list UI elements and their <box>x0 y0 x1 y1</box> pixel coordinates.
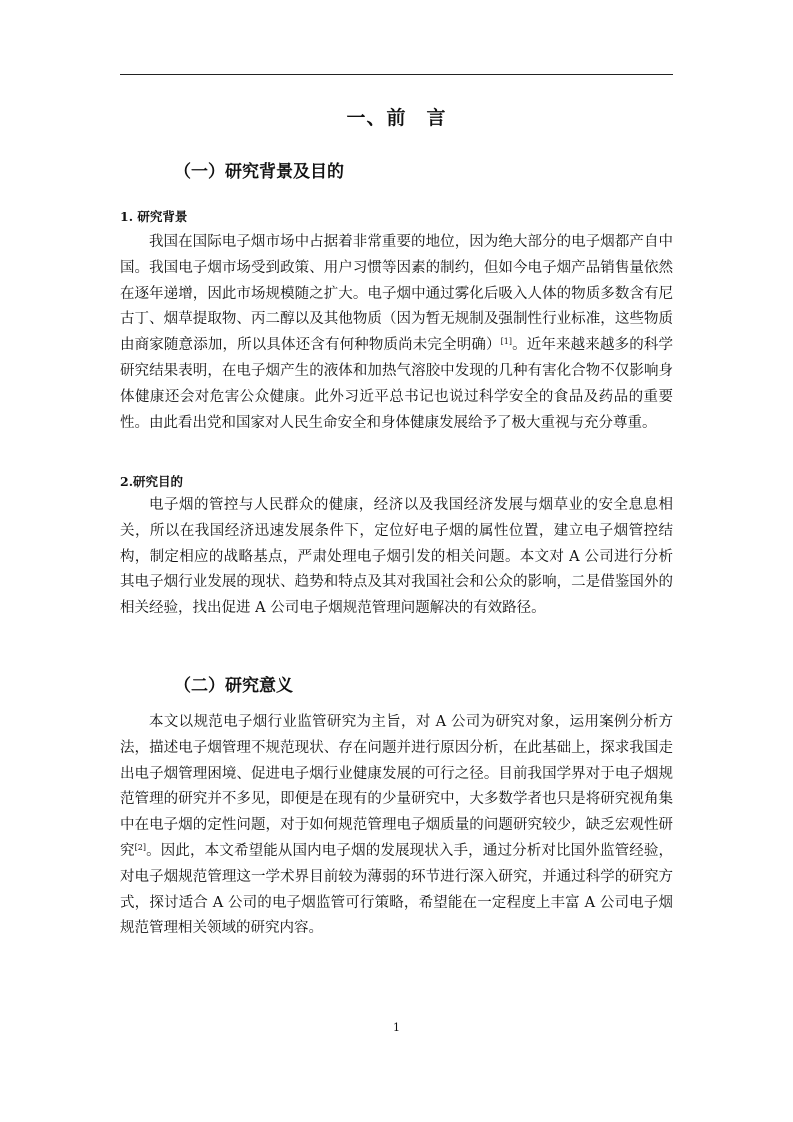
paragraph-text: 。因此，本文希望能从国内电子烟的发展现状入手，通过分析对比国外监管经验，对电子烟规范管理这一学术界目前较为薄弱的环节进行深入研究，并通过科学的研究方式，探讨适合 A 公司的电子烟监管可行策略，希望能在一定程度上丰富 A 公司电子烟规范管理相关领域的研究内容。 <box>120 842 673 937</box>
citation-ref-1: [1] <box>500 337 512 347</box>
subheading-research-background: 1. 研究背景 <box>120 209 188 224</box>
paragraph-research-background <box>120 230 673 436</box>
paragraph-text: 。近年来越来越多的科学研究结果表明，在电子烟产生的液体和加热气溶胶中发现的几种有害化合物不仅影响身体健康还会对危害公众健康。此外习近平总书记也说过科学安全的食品及药品的重要性。由此看出党和国家对人民生命安全和身体健康发展给予了极大重视与充分尊重。 <box>120 337 674 431</box>
paragraph-text: 本文以规范电子烟行业监管研究为主旨，对 A 公司为研究对象，运用案例分析方法，描述电子烟管理不规范现状、存在问题并进行原因分析，在此基础上，探求我国走出电子烟管理困境、促进电子烟行业健康发展的可行之径。目前我国学界对于电子烟规范管理的研究并不多见，即便是在现有的少量研究中，大多数学者也只是将研究视角集中在电子烟的定性问题，对于如何规范管理电子烟质量的问题研究较少，缺乏宏观性研究 <box>120 714 673 859</box>
section-title-background-purpose: （一）研究背景及目的 <box>174 162 344 182</box>
subheading-research-purpose: 2.研究目的 <box>120 474 184 489</box>
paragraph-research-purpose: 电子烟的管控与人民群众的健康，经济以及我国经济发展与烟草业的安全息息相关，所以在我国经济迅速发展条件下，定位好电子烟的属性位置，建立电子烟管控结构，制定相应的战略基点，严肃处理电子烟引发的相关问题。本文对 A 公司进行分析其电子烟行业发展的现状、趋势和特点及其对我国社会和公众的影响，二是借鉴国外的相关经验，找出促进 A 公司电子烟规范管理问题解决的有效路径。 <box>120 497 673 617</box>
chapter-title: 一、前 言 <box>346 107 447 129</box>
citation-ref-2: [2] <box>134 842 146 852</box>
paragraph-research-significance <box>120 710 673 942</box>
page-number: 1 <box>393 1021 400 1034</box>
paragraph-text: 我国在国际电子烟市场中占据着非常重要的地位，因为绝大部分的电子烟都产自中国。我国电子烟市场受到政策、用户习惯等因素的制约，但如今电子烟产品销售量依然在逐年递增，因此市场规模随之扩大。电子烟中通过雾化后吸入人体的物质多数含有尼古丁、烟草提取物、丙二醇以及其他物质（因为暂无规制及强制性行业标准，这些物质由商家随意添加，所以具体还含有何种物质尚未完全明确） <box>120 234 673 354</box>
header-rule <box>120 74 673 75</box>
section-title-significance: （二）研究意义 <box>174 676 293 696</box>
